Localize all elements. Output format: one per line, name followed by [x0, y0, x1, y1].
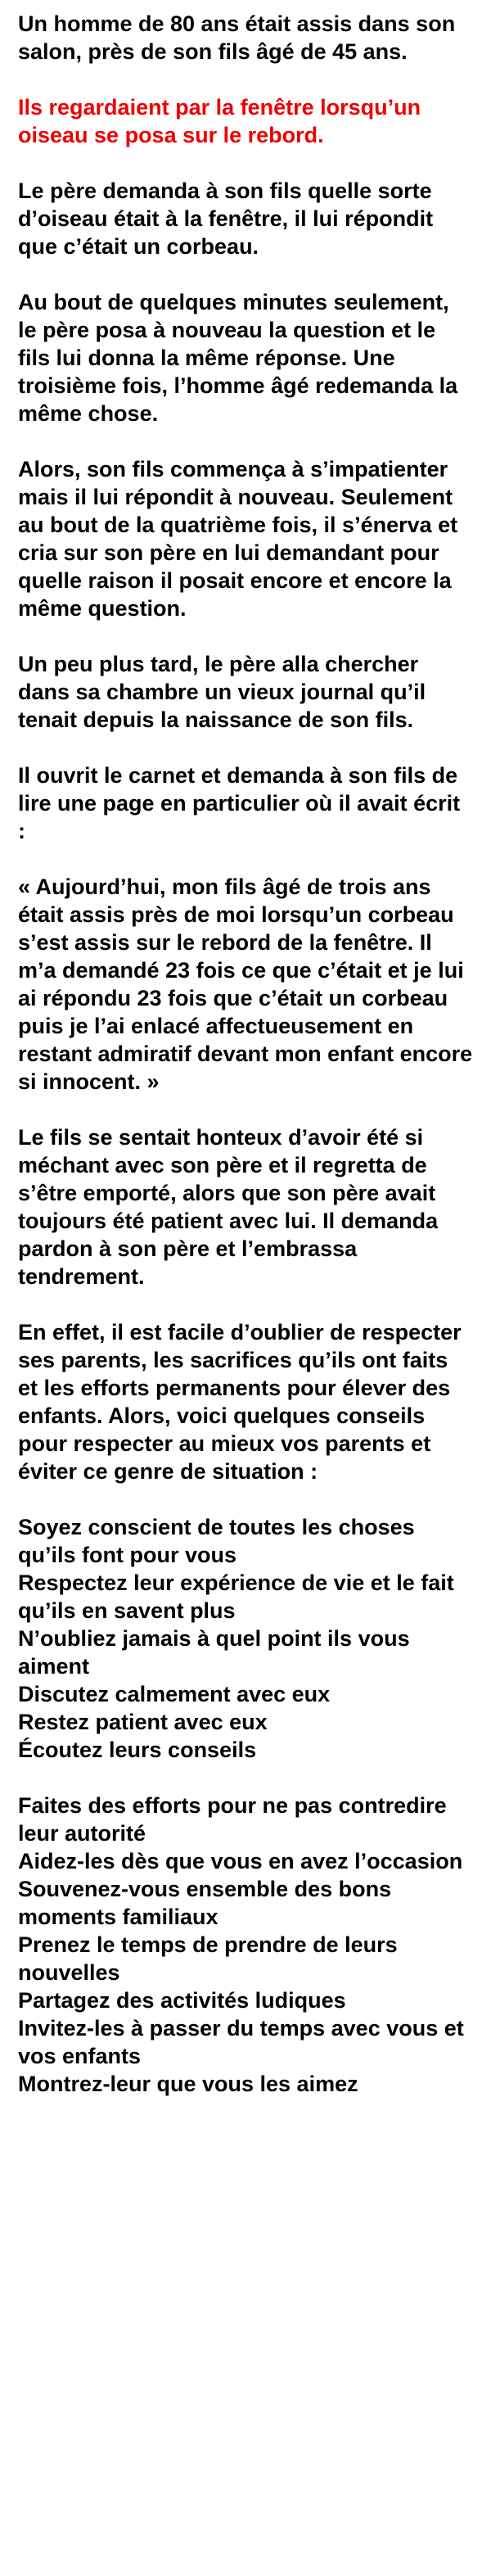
tip-item: Respectez leur expérience de vie et le fait qu’ils en savent plus: [18, 1570, 454, 1623]
advice-intro: En effet, il est facile d’oublier de respecter ses parents, les sacrifices qu’ils ont faits et les efforts permanents pour élever des enfants. Alors, voici quelques conseils pour respecter au mieux vos parents et éviter ce genre de situation :: [18, 1320, 462, 1484]
tip-item: Aidez-les dès que vous en avez l’occasion: [18, 1849, 463, 1873]
story-paragraph-6: Un peu plus tard, le père alla chercher dans sa chambre un vieux journal qu’il tenait depuis la naissance de son fils.: [18, 652, 426, 732]
story-paragraph-3: Le père demanda à son fils quelle sorte d’oiseau était à la fenêtre, il lui répondit que c’était un corbeau.: [18, 179, 434, 259]
story-paragraph-4: Au bout de quelques minutes seulement, le père posa à nouveau la question et le fils lui donna la même réponse. Une troisième fois, l’homme âgé redemanda la même chose.: [18, 290, 458, 426]
story-paragraph-2-highlight: Ils regardaient par la fenêtre lorsqu’un oiseau se posa sur le rebord.: [18, 95, 421, 147]
story-paragraph-7: Il ouvrit le carnet et demanda à son fils de lire une page en particulier où il avait écrit :: [18, 763, 461, 843]
tip-item: Faites des efforts pour ne pas contredire leur autorité: [18, 1793, 447, 1846]
tips-list-1: [18, 1513, 473, 1764]
tip-item: Invitez-les à passer du temps avec vous et vos enfants: [18, 2016, 464, 2068]
tip-item: Restez patient avec eux: [18, 1710, 268, 1734]
tip-item: N’oubliez jamais à quel point ils vous aiment: [18, 1626, 410, 1679]
tip-item: Écoutez leurs conseils: [18, 1738, 257, 1762]
tip-item: Montrez-leur que vous les aimez: [18, 2072, 358, 2096]
journal-quote: « Aujourd’hui, mon fils âgé de trois ans était assis près de moi lorsqu’un corbeau s’est assis sur le rebord de la fenêtre. Il m’a demandé 23 fois ce que c’était et je lui ai répondu 23 fois que c’était un corbeau puis je l’ai enlacé affectueusement en restant admiratif devant mon enfant encore si innocent. »: [18, 874, 473, 1094]
tip-item: Soyez conscient de toutes les choses qu’ils font pour vous: [18, 1515, 415, 1567]
story-paragraph-1: Un homme de 80 ans était assis dans son salon, près de son fils âgé de 45 ans.: [18, 11, 456, 64]
story-paragraph-5: Alors, son fils commença à s’impatienter mais il lui répondit à nouveau. Seulement au bout de la quatrième fois, il s’énerva et cria sur son père en lui demandant pour quelle raison il posait encore et encore la même question.: [18, 457, 458, 621]
tip-item: Souvenez-vous ensemble des bons moments familiaux: [18, 1877, 392, 1929]
tip-item: Discutez calmement avec eux: [18, 1682, 331, 1706]
tip-item: Partagez des activités ludiques: [18, 1988, 346, 2013]
tip-item: Prenez le temps de prendre de leurs nouvelles: [18, 1932, 398, 1985]
tips-list-2: [18, 1792, 473, 2098]
story-paragraph-9: Le fils se sentait honteux d’avoir été si méchant avec son père et il regretta de s’être emporté, alors que son père avait toujours été patient avec lui. Il demanda pardon à son père et l’embrassa tendrement.: [18, 1125, 439, 1289]
